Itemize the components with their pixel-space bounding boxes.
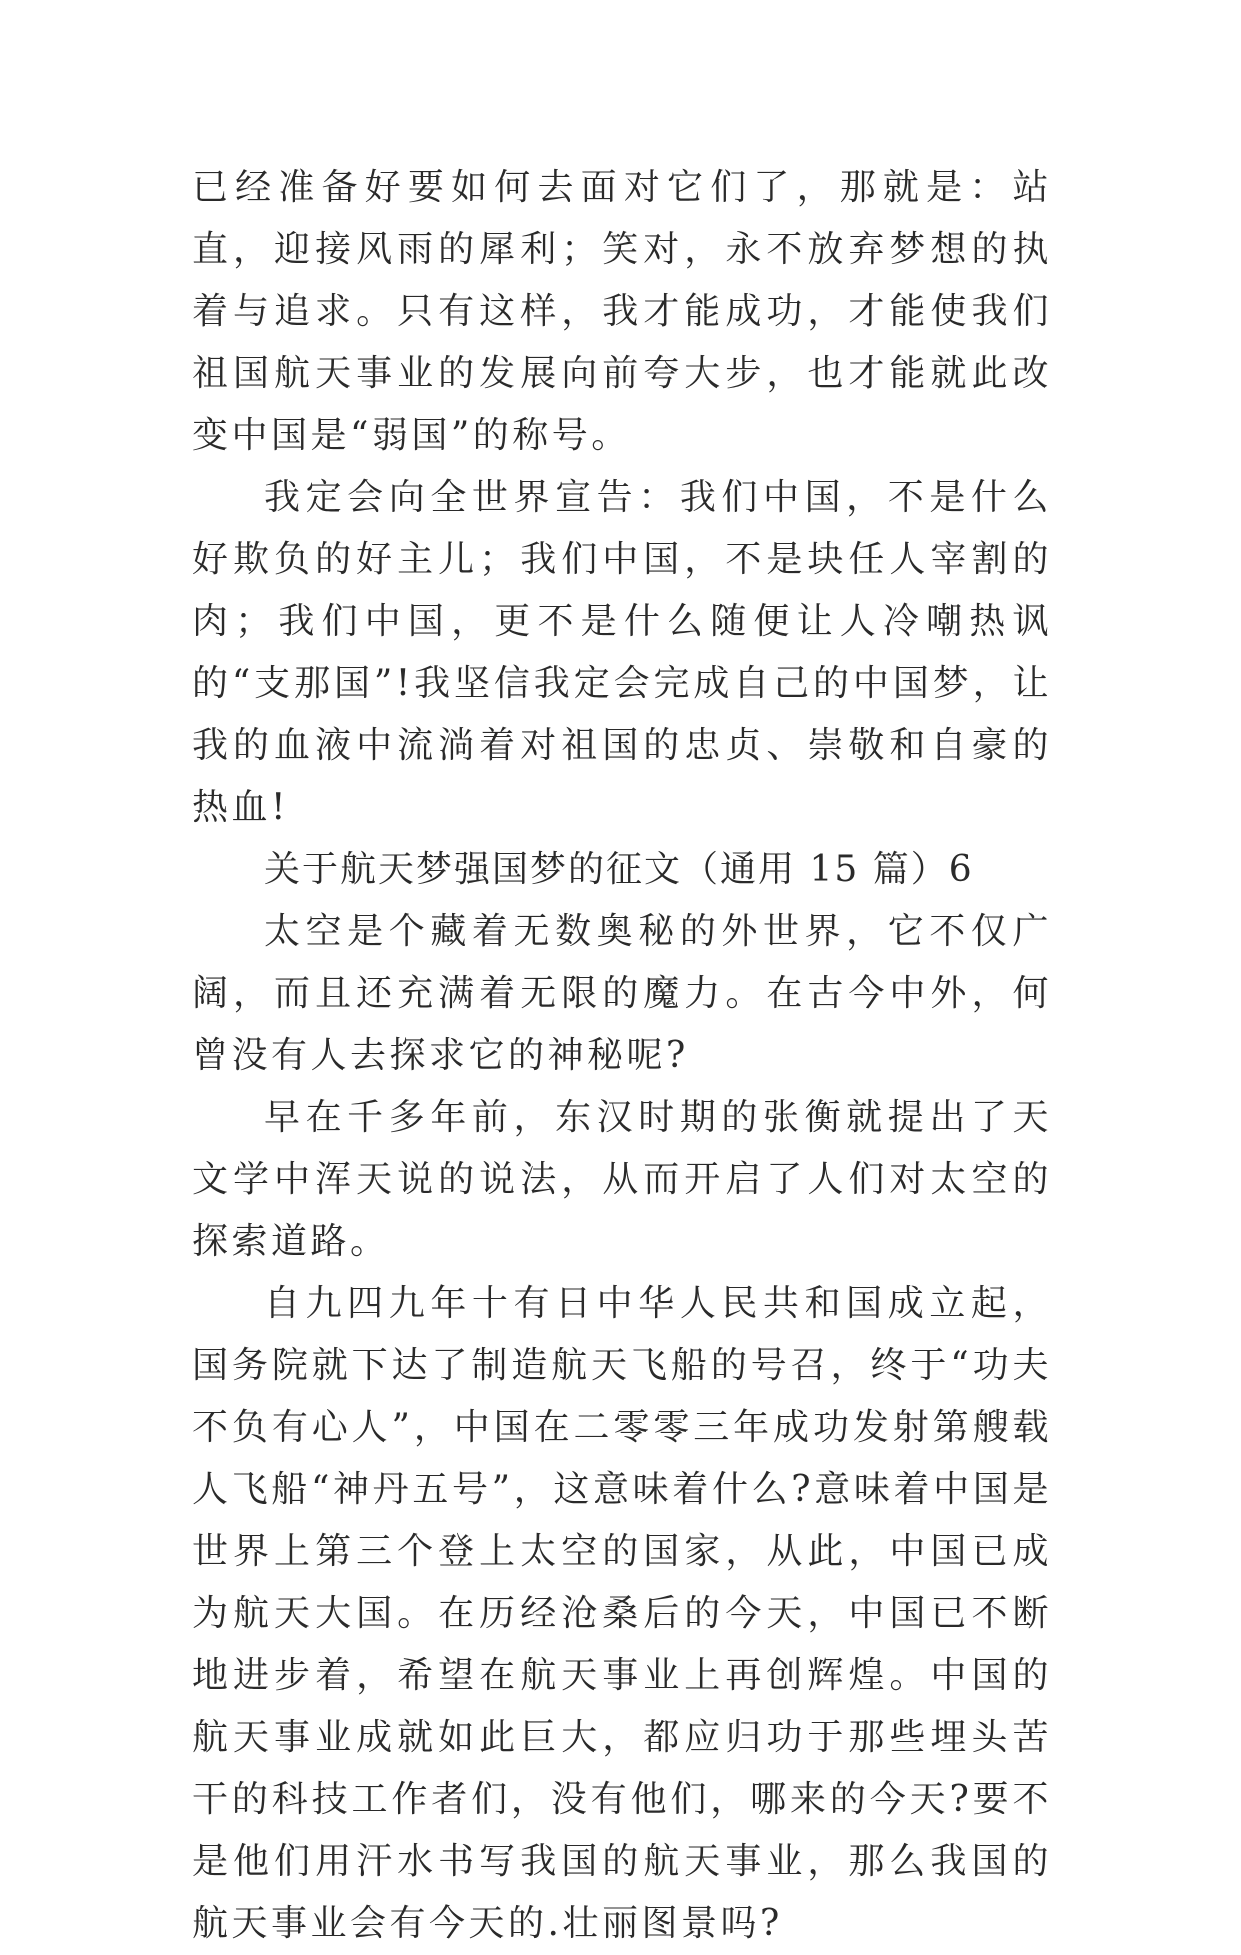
paragraph-zhang-heng: 早在千多年前，东汉时期的张衡就提出了天文学中浑天说的说法，从而开启了人们对太空的探索道路。	[192, 1097, 1052, 1262]
paragraph-declaration: 我定会向全世界宣告：我们中国，不是什么好欺负的好主儿；我们中国，不是块任人宰割的肉；我们中国，更不是什么随便让人冷嘲热讽的“支那国”!我坚信我定会完成自己的中国梦，让我的血液中流淌着对祖国的忠贞、崇敬和自豪的热血!	[192, 477, 1052, 828]
document-body	[192, 157, 1052, 1955]
paragraph-continuation: 已经准备好要如何去面对它们了，那就是：站直，迎接风雨的犀利；笑对，永不放弃梦想的执着与追求。只有这样，我才能成功，才能使我们祖国航天事业的发展向前夸大步，也才能就此改变中国是“弱国”的称号。	[192, 167, 1052, 456]
paragraph-space-achievement: 自九四九年十有日中华人民共和国成立起，国务院就下达了制造航天飞船的号召，终于“功夫不负有心人”，中国在二零零三年成功发射第艘载人飞船“神丹五号”，这意味着什么?意味着中国是世界上第三个登上太空的国家，从此，中国已成为航天大国。在历经沧桑后的今天，中国已不断地进步着，希望在航天事业上再创辉煌。中国的航天事业成就如此巨大，都应归功于那些埋头苦干的科技工作者们，没有他们，哪来的今天?要不是他们用汗水书写我国的航天事业，那么我国的航天事业会有今天的.壮丽图景吗?	[192, 1283, 1052, 1944]
paragraph-space-intro: 太空是个藏着无数奥秘的外世界，它不仅广阔，而且还充满着无限的魔力。在古今中外，何曾没有人去探求它的神秘呢?	[192, 911, 1052, 1076]
essay-heading: 关于航天梦强国梦的征文（通用 15 篇）6	[264, 849, 974, 890]
